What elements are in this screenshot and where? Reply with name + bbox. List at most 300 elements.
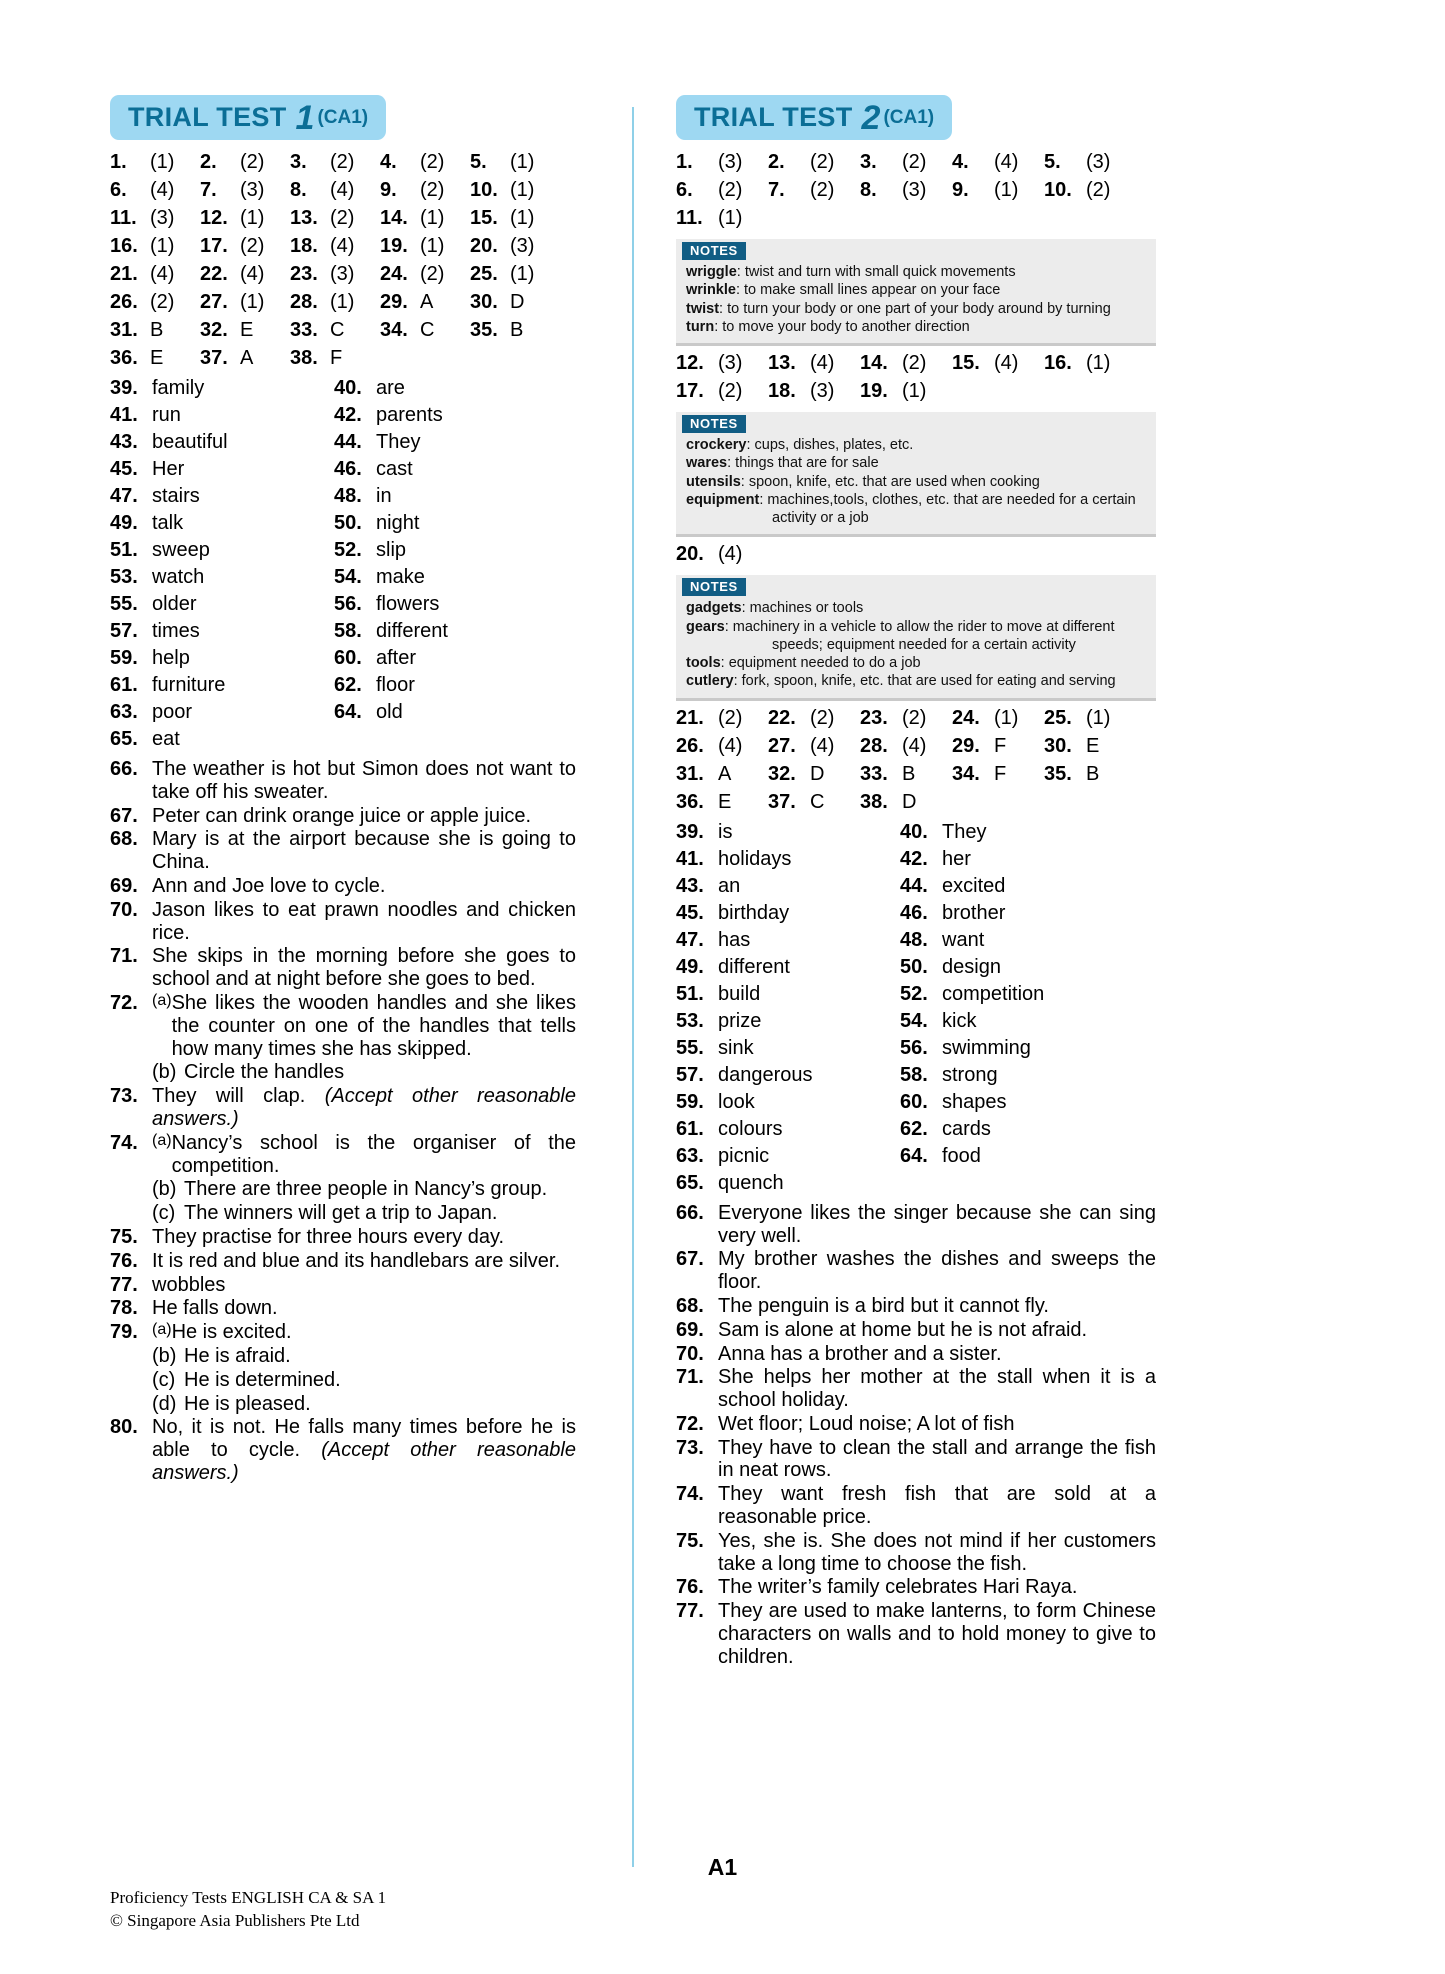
mcq-answer-value: (2) — [240, 151, 265, 173]
footer-title: Proficiency Tests ENGLISH CA & SA 1 — [110, 1888, 387, 1907]
mcq-question-number: 30. — [470, 291, 498, 313]
word-answer-value: help — [152, 647, 190, 669]
mcq-question-number: 36. — [110, 347, 138, 369]
mcq-answer-cell — [200, 347, 290, 370]
word-answer-number: 64. — [334, 701, 362, 723]
long-answer-row — [110, 828, 576, 874]
word-answer-value: different — [376, 620, 448, 642]
mcq-answer-cell — [676, 207, 768, 230]
mcq-question-number: 8. — [290, 179, 307, 201]
mcq-answer-cell — [1044, 763, 1136, 786]
long-answer-number: 73. — [676, 1436, 704, 1459]
note-entry — [676, 436, 1156, 454]
long-answer-text: She helps her mother at the stall when it is a school holiday. — [718, 1366, 1156, 1412]
mcq-question-number: 21. — [110, 263, 138, 285]
note-definition: : twist and turn with small quick movements — [736, 264, 1016, 280]
mcq-question-number: 6. — [110, 179, 127, 201]
mcq-question-number: 30. — [1044, 734, 1072, 757]
word-answer-item — [110, 674, 334, 697]
note-entry — [676, 491, 1156, 509]
word-answer-number: 45. — [676, 901, 704, 924]
note-entry — [676, 263, 1156, 281]
word-answer-item — [334, 431, 558, 454]
mcq-answer-cell — [470, 235, 560, 258]
word-answer-row — [676, 1091, 1156, 1118]
test2-mcq-grid-a — [676, 151, 1156, 235]
word-answer-number: 39. — [110, 377, 138, 399]
word-answer-item — [676, 875, 900, 898]
long-answer-row — [110, 945, 576, 991]
long-answer-row — [676, 1295, 1156, 1318]
test2-subtitle: (CA1) — [883, 106, 935, 128]
long-answer-number: 74. — [676, 1483, 704, 1506]
mcq-row — [110, 263, 576, 291]
long-answer-row — [110, 1345, 576, 1368]
word-answer-number: 58. — [334, 620, 362, 642]
note-term: crockery — [686, 437, 747, 454]
word-answer-item — [334, 647, 558, 670]
mcq-answer-cell — [200, 319, 290, 342]
word-answer-item — [110, 593, 334, 616]
mcq-answer-cell — [110, 291, 200, 314]
word-answer-number: 58. — [900, 1063, 928, 1086]
word-answer-row — [110, 539, 576, 566]
word-answer-item — [676, 983, 900, 1006]
test2-title-banner — [676, 95, 952, 140]
word-answer-row — [676, 1037, 1156, 1064]
long-answer-text: They will clap. (Accept other reasonable answers.) — [152, 1085, 576, 1130]
word-answer-number: 57. — [110, 620, 138, 642]
long-answer-row — [676, 1600, 1156, 1668]
word-answer-number: 61. — [676, 1117, 704, 1140]
mcq-answer-cell — [290, 179, 380, 202]
mcq-answer-cell — [676, 763, 768, 786]
mcq-answer-cell — [470, 207, 560, 230]
word-answer-row — [110, 377, 576, 404]
word-answer-number: 56. — [334, 593, 362, 615]
mcq-answer-value: (2) — [902, 151, 927, 173]
mcq-answer-value: D — [902, 790, 917, 813]
mcq-row — [110, 291, 576, 319]
word-answer-value: poor — [152, 701, 193, 723]
word-answer-number: 46. — [334, 458, 362, 480]
mcq-question-number: 36. — [676, 790, 704, 813]
word-answer-number: 41. — [110, 404, 138, 426]
mcq-answer-value: (4) — [330, 179, 355, 201]
word-answer-value: stairs — [152, 485, 200, 507]
notes-tag: NOTES — [682, 415, 746, 433]
word-answer-value: food — [942, 1144, 981, 1167]
long-answer-text: Peter can drink orange juice or apple juice. — [152, 804, 532, 827]
word-answer-number: 64. — [900, 1144, 928, 1167]
mcq-answer-value: (1) — [420, 235, 445, 257]
long-answer-text: The weather is hot but Simon does not want to take off his sweater. — [152, 758, 576, 803]
word-answer-value: different — [718, 955, 790, 978]
word-answer-value: an — [718, 874, 741, 897]
mcq-row — [676, 151, 1156, 179]
long-answer-row — [110, 1393, 576, 1416]
mcq-row — [676, 791, 1156, 819]
word-answer-number: 53. — [110, 566, 138, 588]
long-answer-number: 78. — [110, 1297, 138, 1320]
long-answer-text: She skips in the morning before she goes to school and at night before she goes to bed. — [152, 945, 576, 991]
mcq-answer-cell — [768, 380, 860, 403]
long-answer-text: Circle the handles — [184, 1061, 345, 1084]
word-answer-number: 40. — [900, 820, 928, 843]
mcq-answer-cell — [768, 352, 860, 375]
mcq-question-number: 15. — [470, 207, 498, 229]
notes-box — [676, 412, 1156, 537]
long-answer-row — [110, 1321, 576, 1344]
mcq-question-number: 27. — [200, 291, 228, 313]
mcq-question-number: 32. — [768, 762, 796, 785]
word-answer-value: make — [376, 566, 425, 588]
mcq-question-number: 10. — [1044, 179, 1072, 201]
word-answer-row — [110, 431, 576, 458]
mcq-question-number: 37. — [200, 347, 228, 369]
mcq-answer-value: A — [420, 291, 434, 313]
word-answer-value: after — [376, 647, 417, 669]
long-answer-number: 74. — [110, 1131, 138, 1154]
mcq-answer-value: C — [810, 790, 825, 813]
word-answer-value: slip — [376, 539, 407, 561]
note-definition: : machinery in a vehicle to allow the rider to move at different — [724, 618, 1115, 635]
mcq-answer-cell — [768, 179, 860, 202]
note-definition: : fork, spoon, knife, etc. that are used for eating and serving — [733, 673, 1116, 690]
mcq-row — [110, 347, 576, 375]
word-answer-item — [900, 929, 1124, 952]
long-answer-number: 68. — [110, 828, 138, 851]
mcq-answer-cell — [290, 319, 380, 342]
long-answer-row — [676, 1202, 1156, 1248]
mcq-answer-value: (3) — [902, 179, 927, 201]
mcq-question-number: 7. — [200, 179, 217, 201]
word-answer-row — [676, 902, 1156, 929]
long-answer-text: Nancy’s school is the organiser of the competition. — [171, 1131, 576, 1177]
mcq-question-number: 11. — [676, 207, 703, 229]
mcq-answer-value: (1) — [510, 151, 535, 173]
mcq-answer-cell — [676, 151, 768, 174]
mcq-row — [676, 763, 1156, 791]
mcq-answer-cell — [110, 319, 200, 342]
word-answer-row — [110, 701, 576, 728]
mcq-answer-value: E — [150, 347, 164, 369]
mcq-answer-cell — [768, 151, 860, 174]
test1-title-banner — [110, 95, 386, 140]
word-answer-number: 55. — [110, 593, 138, 615]
mcq-question-number: 3. — [860, 151, 877, 173]
word-answer-number: 63. — [110, 701, 138, 723]
word-answer-item — [334, 674, 558, 697]
long-answer-text: Mary is at the airport because she is going to China. — [152, 828, 576, 874]
word-answer-number: 60. — [900, 1090, 928, 1113]
note-definition: : to make small lines appear on your face — [735, 282, 1001, 299]
long-answer-number: 67. — [110, 804, 138, 827]
word-answer-value: swimming — [942, 1036, 1031, 1059]
long-answer-row — [110, 1416, 576, 1484]
mcq-answer-cell — [200, 291, 290, 314]
long-answer-row — [676, 1483, 1156, 1529]
mcq-answer-value: (3) — [510, 235, 535, 257]
note-definition: : machines or tools — [741, 600, 864, 617]
long-answer-row — [110, 1297, 576, 1320]
word-answer-number: 44. — [900, 874, 928, 897]
word-answer-number: 49. — [110, 512, 138, 534]
mcq-answer-cell — [768, 791, 860, 814]
word-answer-value: are — [376, 377, 405, 399]
mcq-question-number: 10. — [470, 179, 498, 201]
mcq-answer-cell — [470, 319, 560, 342]
mcq-answer-value: B — [1086, 762, 1100, 785]
mcq-answer-value: (1) — [510, 263, 535, 285]
mcq-answer-cell — [380, 151, 470, 174]
word-answer-item — [334, 701, 558, 724]
mcq-question-number: 24. — [380, 263, 408, 285]
test1-subtitle: (CA1) — [317, 106, 369, 128]
two-column-layout — [110, 95, 1345, 1865]
mcq-answer-value: (2) — [810, 706, 835, 729]
word-answer-item — [900, 1118, 1124, 1141]
mcq-answer-cell — [860, 380, 952, 403]
mcq-question-number: 38. — [290, 347, 318, 369]
word-answer-number: 63. — [676, 1144, 704, 1167]
note-definition: : equipment needed to do a job — [720, 655, 921, 672]
mcq-question-number: 5. — [1044, 151, 1061, 173]
word-answer-number: 54. — [900, 1009, 928, 1032]
word-answer-number: 57. — [676, 1063, 704, 1086]
word-answer-value: watch — [152, 566, 205, 588]
word-answer-value: talk — [152, 512, 184, 534]
word-answer-number: 51. — [110, 539, 138, 561]
mcq-row — [676, 380, 1156, 408]
test2-long-answers — [676, 1202, 1156, 1669]
long-answer-text: Everyone likes the singer because she can sing very well. — [718, 1201, 1156, 1247]
mcq-answer-cell — [290, 151, 380, 174]
word-answer-row — [676, 821, 1156, 848]
long-answer-number: 77. — [676, 1600, 704, 1623]
note-term: utensils — [686, 473, 741, 490]
mcq-answer-cell — [676, 543, 768, 566]
mcq-answer-value: (2) — [902, 352, 927, 375]
mcq-answer-cell — [860, 735, 952, 758]
long-answer-text: They practise for three hours every day. — [152, 1225, 505, 1248]
mcq-question-number: 18. — [290, 235, 318, 257]
notes-box — [676, 239, 1156, 346]
mcq-question-number: 34. — [952, 762, 980, 785]
word-answer-value: sink — [718, 1036, 754, 1059]
long-answer-sub-label: (a) — [152, 1131, 172, 1149]
mcq-answer-value: (3) — [150, 207, 175, 229]
word-answer-item — [110, 539, 334, 562]
mcq-row — [110, 235, 576, 263]
long-answer-number: 72. — [110, 991, 138, 1014]
page-number: A1 — [707, 1854, 738, 1880]
note-term: gadgets — [686, 600, 742, 617]
long-answer-text: He is afraid. — [184, 1344, 291, 1367]
mcq-answer-value: (2) — [810, 179, 835, 201]
mcq-answer-value: (1) — [240, 207, 265, 229]
mcq-question-number: 32. — [200, 319, 228, 341]
mcq-row — [110, 319, 576, 347]
word-answer-item — [110, 566, 334, 589]
long-answer-row — [110, 1132, 576, 1178]
test2-word-answers — [676, 821, 1156, 1199]
word-answer-value: cast — [376, 458, 413, 480]
mcq-answer-value: B — [510, 319, 524, 341]
long-answer-text: The winners will get a trip to Japan. — [184, 1202, 498, 1225]
mcq-answer-cell — [110, 235, 200, 258]
word-answer-item — [110, 377, 334, 400]
mcq-answer-cell — [200, 179, 290, 202]
word-answer-value: parents — [376, 404, 443, 426]
note-term: wares — [686, 455, 728, 472]
note-definition: : machines,tools, clothes, etc. that are needed for a certain — [759, 491, 1136, 508]
long-answer-number: 80. — [110, 1416, 138, 1439]
word-answer-number: 60. — [334, 647, 362, 669]
mcq-question-number: 28. — [290, 291, 318, 313]
mcq-answer-cell — [676, 791, 768, 814]
word-answer-value: beautiful — [152, 431, 228, 453]
mcq-answer-value: (1) — [994, 179, 1019, 201]
word-answer-number: 42. — [334, 404, 362, 426]
word-answer-value: want — [942, 928, 985, 951]
mcq-question-number: 31. — [676, 762, 704, 785]
word-answer-number: 40. — [334, 377, 362, 399]
mcq-answer-value: (2) — [718, 179, 743, 201]
word-answer-item — [900, 956, 1124, 979]
mcq-answer-value: A — [718, 762, 732, 785]
mcq-answer-value: (2) — [240, 235, 265, 257]
word-answer-value: old — [376, 701, 403, 723]
test1-word-answers — [110, 377, 576, 755]
mcq-answer-value: (4) — [150, 263, 175, 285]
word-answer-item — [900, 983, 1124, 1006]
word-answer-value: design — [942, 955, 1001, 978]
word-answer-value: colours — [718, 1117, 783, 1140]
long-answer-number: 66. — [110, 758, 138, 780]
mcq-question-number: 29. — [380, 291, 408, 313]
mcq-answer-cell — [860, 791, 952, 814]
test2-notes-block-2 — [676, 412, 1156, 537]
mcq-answer-cell — [676, 707, 768, 730]
mcq-answer-value: (4) — [994, 352, 1019, 375]
mcq-question-number: 35. — [1044, 762, 1072, 785]
mcq-question-number: 29. — [952, 734, 980, 757]
mcq-row — [676, 179, 1156, 207]
mcq-answer-value: (1) — [420, 207, 445, 229]
mcq-answer-cell — [952, 352, 1044, 375]
word-answer-item — [676, 848, 900, 871]
note-entry — [676, 599, 1156, 617]
word-answer-value: sweep — [152, 539, 210, 561]
long-answer-text: The writer’s family celebrates Hari Raya. — [718, 1576, 1078, 1599]
word-answer-item — [676, 1091, 900, 1114]
long-answer-row — [110, 1226, 576, 1249]
word-answer-number: 51. — [676, 982, 704, 1005]
mcq-answer-cell — [676, 735, 768, 758]
long-answer-number: 76. — [676, 1576, 704, 1599]
mcq-answer-value: (1) — [150, 151, 175, 173]
long-answer-number: 76. — [110, 1249, 138, 1272]
test1-mcq-grid — [110, 151, 576, 375]
mcq-answer-value: (1) — [718, 207, 743, 229]
mcq-question-number: 16. — [1044, 352, 1072, 375]
mcq-answer-cell — [676, 380, 768, 403]
note-term: turn — [686, 318, 715, 335]
long-answer-number: 75. — [676, 1529, 704, 1552]
mcq-answer-value: (4) — [902, 734, 927, 757]
mcq-answer-value: B — [902, 762, 916, 785]
note-continuation: activity or a job — [772, 510, 869, 527]
note-definition: : spoon, knife, etc. that are used when cooking — [740, 473, 1040, 490]
mcq-question-number: 11. — [110, 207, 137, 229]
word-answer-row — [110, 728, 576, 755]
word-answer-item — [334, 512, 558, 535]
mcq-answer-value: (4) — [330, 235, 355, 257]
word-answer-item — [676, 1010, 900, 1033]
word-answer-number: 55. — [676, 1036, 704, 1059]
mcq-answer-cell — [380, 291, 470, 314]
word-answer-item — [110, 485, 334, 508]
long-answer-number: 71. — [676, 1366, 704, 1389]
word-answer-number: 41. — [676, 847, 704, 870]
word-answer-number: 59. — [110, 647, 138, 669]
mcq-answer-value: (1) — [150, 235, 175, 257]
mcq-answer-cell — [1044, 151, 1136, 174]
mcq-question-number: 2. — [200, 151, 217, 173]
word-answer-value: cards — [942, 1117, 991, 1140]
mcq-question-number: 31. — [110, 319, 138, 341]
mcq-question-number: 21. — [676, 706, 704, 729]
long-answer-number: 69. — [676, 1318, 704, 1341]
word-answer-number: 49. — [676, 955, 704, 978]
mcq-question-number: 19. — [380, 235, 408, 257]
mcq-answer-value: (4) — [240, 263, 265, 285]
test1-number: 1 — [295, 98, 315, 137]
word-answer-number: 62. — [334, 674, 362, 696]
word-answer-value: flowers — [376, 593, 440, 615]
long-answer-row — [676, 1319, 1156, 1342]
mcq-answer-value: E — [718, 790, 732, 813]
mcq-answer-value: (1) — [240, 291, 265, 313]
long-answer-row — [110, 758, 576, 804]
mcq-answer-value: (4) — [810, 352, 835, 375]
word-answer-item — [334, 566, 558, 589]
mcq-answer-value: E — [1086, 734, 1100, 757]
mcq-question-number: 9. — [380, 179, 397, 201]
mcq-answer-cell — [200, 235, 290, 258]
mcq-answer-cell — [200, 207, 290, 230]
long-answer-row — [110, 1178, 576, 1201]
long-answer-text: She likes the wooden handles and she likes the counter on one of the handles that tells how many times she has skipped. — [171, 991, 576, 1060]
mcq-question-number: 25. — [470, 263, 498, 285]
word-answer-row — [110, 620, 576, 647]
mcq-answer-value: B — [150, 319, 164, 341]
word-answer-number: 48. — [900, 928, 928, 951]
mcq-question-number: 13. — [290, 207, 318, 229]
word-answer-number: 46. — [900, 901, 928, 924]
long-answer-text: They have to clean the stall and arrange the fish in neat rows. — [718, 1436, 1156, 1482]
mcq-answer-cell — [290, 207, 380, 230]
word-answer-value: times — [152, 620, 200, 642]
note-definition: : to turn your body or one part of your body around by turning — [719, 300, 1111, 317]
word-answer-row — [110, 458, 576, 485]
mcq-answer-value: (2) — [150, 291, 175, 313]
mcq-answer-value: (1) — [994, 706, 1019, 729]
word-answer-number: 54. — [334, 566, 362, 588]
word-answer-item — [676, 1145, 900, 1168]
mcq-row — [676, 352, 1156, 380]
